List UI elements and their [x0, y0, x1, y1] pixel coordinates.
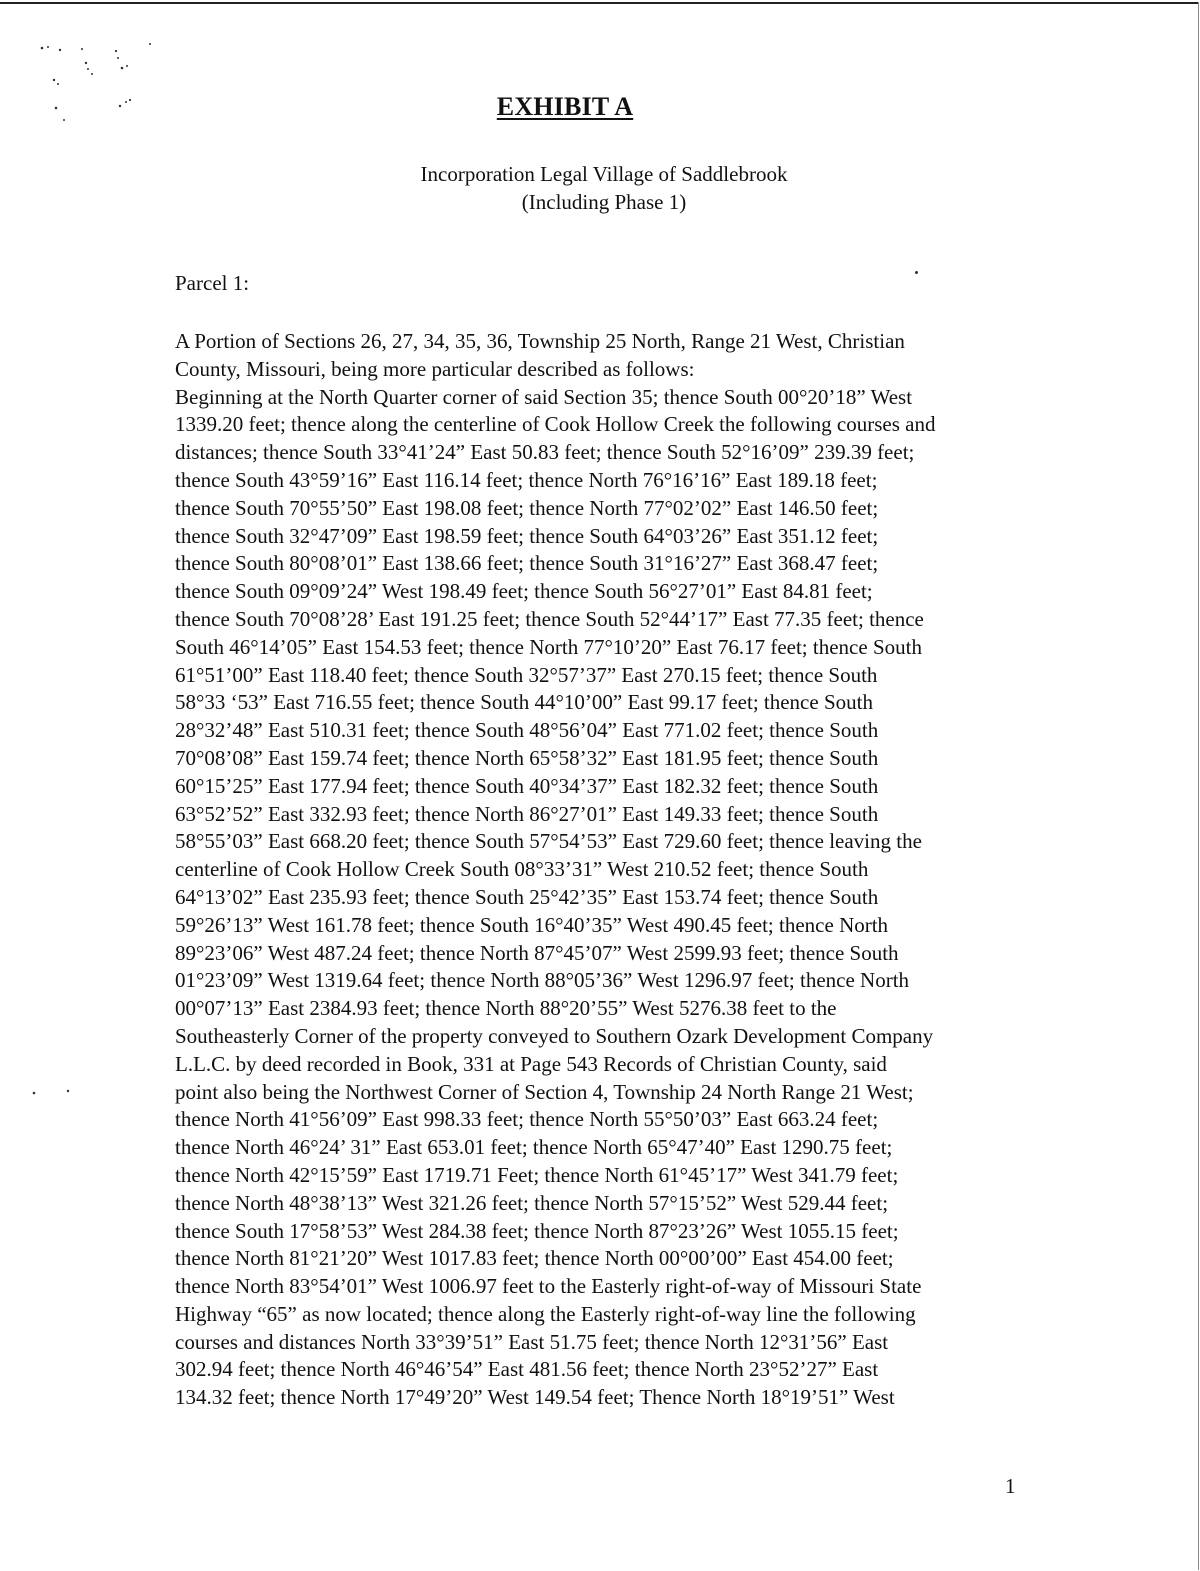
- exhibit-subtitle: [0, 160, 1200, 216]
- legal-description-line: South 46°14’05” East 154.53 feet; thence North 77°10’20” East 76.17 feet; thence South: [175, 634, 922, 659]
- scan-speck: [915, 271, 918, 274]
- legal-description-line: 64°13’02” East 235.93 feet; thence South 25°42’35” East 153.74 feet; thence South: [175, 884, 879, 909]
- legal-description-line: 58°33 ‘53” East 716.55 feet; thence South 44°10’00” East 99.17 feet; thence South: [175, 690, 873, 715]
- legal-description-line: thence North 83°54’01” West 1006.97 feet to the Easterly right-of-way of Missouri State: [175, 1274, 922, 1299]
- legal-description-line: thence South 80°08’01” East 138.66 feet; thence South 31°16’27” East 368.47 feet;: [175, 551, 879, 576]
- legal-description-line: distances; thence South 33°41’24” East 50.83 feet; thence South 52°16’09” 239.39 feet;: [175, 440, 915, 465]
- scan-specks-left-margin: [30, 1085, 80, 1101]
- page-number: 1: [1005, 1474, 1016, 1498]
- right-border-rule: [1198, 2, 1199, 1570]
- legal-description-line: 1339.20 feet; thence along the centerline of Cook Hollow Creek the following courses and: [175, 412, 936, 437]
- legal-description-line: thence North 81°21’20” West 1017.83 feet; thence North 00°00’00” East 454.00 feet;: [175, 1246, 894, 1271]
- legal-description-line: 58°55’03” East 668.20 feet; thence South 57°54’53” East 729.60 feet; thence leaving the: [175, 829, 922, 854]
- subtitle-line: (Including Phase 1): [521, 190, 687, 214]
- legal-description-line: 59°26’13” West 161.78 feet; thence South 16°40’35” West 490.45 feet; thence North: [175, 912, 889, 937]
- legal-description-line: 134.32 feet; thence North 17°49’20” West 149.54 feet; Thence North 18°19’51” West: [175, 1385, 895, 1410]
- legal-description-line: 70°08’08” East 159.74 feet; thence North 65°58’32” East 181.95 feet; thence South: [175, 745, 879, 770]
- legal-description-line: Beginning at the North Quarter corner of said Section 35; thence South 00°20’18” West: [175, 384, 913, 409]
- parcel-label: Parcel 1:: [175, 271, 250, 295]
- legal-description-line: thence North 41°56’09” East 998.33 feet; thence North 55°50’03” East 663.24 feet;: [175, 1107, 879, 1132]
- legal-description-line: thence South 09°09’24” West 198.49 feet; thence South 56°27’01” East 84.81 feet;: [175, 579, 873, 604]
- legal-description-line: centerline of Cook Hollow Creek South 08°33’31” West 210.52 feet; thence South: [175, 857, 869, 882]
- legal-description-line: Southeasterly Corner of the property conveyed to Southern Ozark Development Company: [175, 1023, 934, 1048]
- legal-description-line: thence South 32°47’09” East 198.59 feet; thence South 64°03’26” East 351.12 feet;: [175, 523, 879, 548]
- legal-description-line: County, Missouri, being more particular described as follows:: [175, 356, 695, 381]
- legal-description-line: 28°32’48” East 510.31 feet; thence South 48°56’04” East 771.02 feet; thence South: [175, 718, 879, 743]
- subtitle-line: Incorporation Legal Village of Saddlebrook: [420, 162, 788, 186]
- legal-description-line: courses and distances North 33°39’51” East 51.75 feet; thence North 12°31’56” East: [175, 1329, 889, 1354]
- legal-description: [175, 328, 1035, 1412]
- legal-description-line: thence North 42°15’59” East 1719.71 Feet; thence North 61°45’17” West 341.79 feet;: [175, 1162, 899, 1187]
- legal-description-line: A Portion of Sections 26, 27, 34, 35, 36, Township 25 North, Range 21 West, Christian: [175, 329, 905, 353]
- legal-description-line: thence North 46°24’ 31” East 653.01 feet; thence North 65°47’40” East 1290.75 feet;: [175, 1135, 893, 1160]
- legal-description-line: thence South 70°55’50” East 198.08 feet; thence North 77°02’02” East 146.50 feet;: [175, 495, 879, 520]
- legal-description-line: point also being the Northwest Corner of Section 4, Township 24 North Range 21 West;: [175, 1079, 914, 1104]
- top-border-rule: [0, 2, 1198, 4]
- legal-description-line: L.L.C. by deed recorded in Book, 331 at Page 543 Records of Christian County, said: [175, 1051, 887, 1076]
- legal-description-line: 302.94 feet; thence North 46°46’54” East 481.56 feet; thence North 23°52’27” East: [175, 1357, 879, 1382]
- legal-description-line: Highway “65” as now located; thence along the Easterly right-of-way line the following: [175, 1301, 916, 1326]
- legal-description-line: thence South 17°58’53” West 284.38 feet; thence North 87°23’26” West 1055.15 feet;: [175, 1218, 899, 1243]
- legal-description-line: thence South 70°08’28’ East 191.25 feet; thence South 52°44’17” East 77.35 feet; thence: [175, 606, 924, 631]
- legal-description-line: 60°15’25” East 177.94 feet; thence South 40°34’37” East 182.32 feet; thence South: [175, 773, 879, 798]
- exhibit-title: EXHIBIT A: [496, 92, 634, 121]
- legal-description-line: thence North 48°38’13” West 321.26 feet; thence North 57°15’52” West 529.44 feet;: [175, 1190, 889, 1215]
- legal-description-line: thence South 43°59’16” East 116.14 feet; thence North 76°16’16” East 189.18 feet;: [175, 467, 878, 492]
- legal-description-line: 61°51’00” East 118.40 feet; thence South 32°57’37” East 270.15 feet; thence South: [175, 662, 878, 687]
- legal-description-line: 89°23’06” West 487.24 feet; thence North 87°45’07” West 2599.93 feet; thence South: [175, 940, 899, 965]
- legal-description-line: 00°07’13” East 2384.93 feet; thence North 88°20’55” West 5276.38 feet to the: [175, 996, 837, 1021]
- legal-description-line: 63°52’52” East 332.93 feet; thence North 86°27’01” East 149.33 feet; thence South: [175, 801, 879, 826]
- legal-description-line: 01°23’09” West 1319.64 feet; thence North 88°05’36” West 1296.97 feet; thence North: [175, 968, 910, 993]
